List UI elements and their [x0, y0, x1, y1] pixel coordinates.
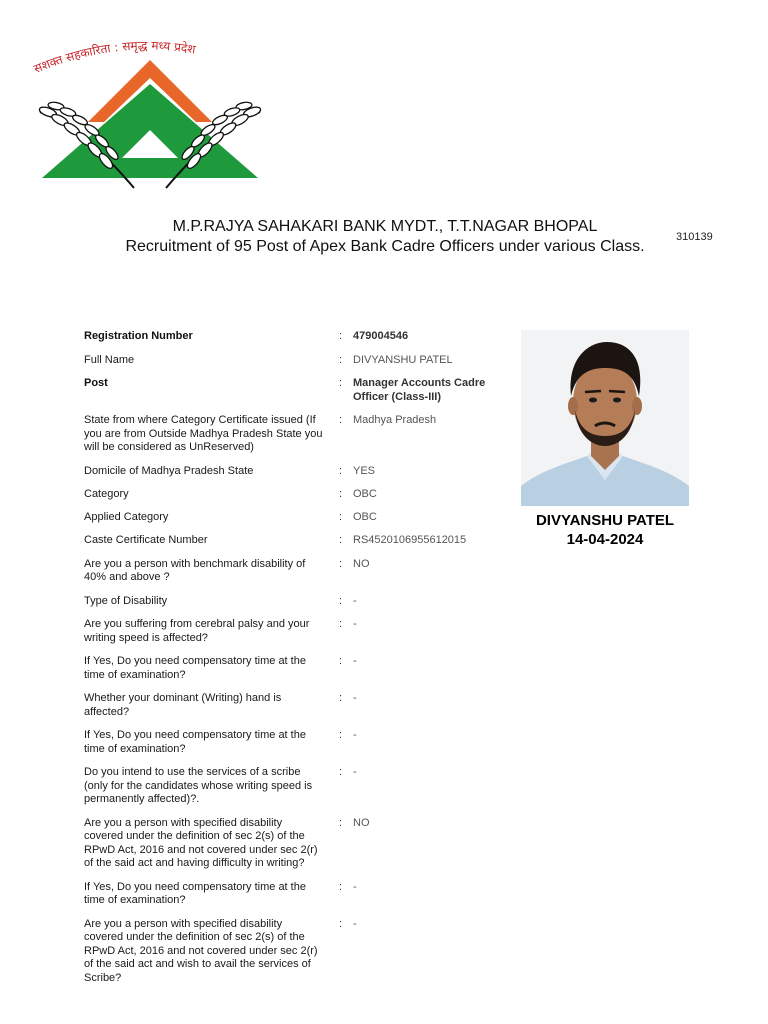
- field-label: Are you suffering from cerebral palsy and your writing speed is affected?: [84, 618, 310, 644]
- field-row: [84, 534, 504, 548]
- field-value: NO: [353, 557, 370, 570]
- field-separator: :: [339, 816, 343, 829]
- field-separator: :: [339, 464, 343, 477]
- field-label: State from where Category Certificate issued (If you are from Outside Madhya Pradesh State you will be considered as UnReserved): [84, 414, 323, 453]
- field-value: NO: [353, 816, 370, 829]
- application-details: [84, 330, 504, 985]
- field-row: [84, 817, 504, 871]
- photo-caption: [500, 511, 710, 549]
- field-row: [84, 488, 504, 502]
- field-row: [84, 414, 504, 455]
- emblem-motto: सशक्त सहकारिता : समृद्ध मध्य प्रदेश: [31, 40, 197, 76]
- field-value: -: [353, 655, 357, 667]
- field-separator: :: [339, 353, 343, 366]
- bank-name: M.P.RAJYA SAHAKARI BANK MYDT., T.T.NAGAR BHOPAL: [172, 218, 598, 235]
- field-row: [84, 881, 504, 908]
- candidate-portrait-icon: [521, 330, 689, 506]
- field-label: Do you intend to use the services of a scribe (only for the candidates whose writing speed is permanently affected)?.: [84, 766, 313, 805]
- field-label: Full Name: [84, 353, 135, 366]
- field-row: [84, 692, 504, 719]
- field-value: -: [353, 594, 357, 607]
- field-value: -: [353, 880, 357, 893]
- field-label: Applied Category: [84, 510, 169, 523]
- field-separator: :: [339, 594, 343, 607]
- candidate-photo: [521, 330, 689, 506]
- field-value: YES: [353, 464, 376, 477]
- field-row: [84, 354, 504, 368]
- field-label: Type of Disability: [84, 594, 168, 607]
- field-label: Post: [84, 377, 108, 389]
- field-value: -: [353, 618, 357, 630]
- field-separator: :: [339, 655, 343, 667]
- field-separator: :: [339, 510, 343, 523]
- field-row: [84, 618, 504, 645]
- field-label: Domicile of Madhya Pradesh State: [84, 464, 254, 477]
- field-row: [84, 918, 504, 986]
- field-value: 479004546: [353, 330, 409, 342]
- field-value: Manager Accounts Cadre Officer (Class-III): [353, 377, 486, 403]
- form-code: 310139: [676, 231, 713, 243]
- field-separator: :: [339, 729, 343, 741]
- field-value: -: [353, 729, 357, 741]
- field-separator: :: [339, 917, 343, 930]
- field-label: Caste Certificate Number: [84, 534, 208, 546]
- field-separator: :: [339, 414, 343, 426]
- field-label: If Yes, Do you need compensatory time at the time of examination?: [84, 880, 306, 906]
- field-label: Registration Number: [84, 330, 193, 342]
- photo-caption-name: DIVYANSHU PATEL: [535, 512, 675, 529]
- field-separator: :: [339, 618, 343, 630]
- field-separator: :: [339, 557, 343, 570]
- field-separator: :: [339, 692, 343, 704]
- field-value: DIVYANSHU PATEL: [353, 353, 453, 366]
- field-row: [84, 729, 504, 756]
- field-row: [84, 511, 504, 525]
- field-value: -: [353, 766, 357, 778]
- field-separator: :: [339, 880, 343, 893]
- field-label: If Yes, Do you need compensatory time at the time of examination?: [84, 655, 306, 681]
- field-separator: :: [339, 534, 343, 546]
- bank-emblem: [30, 40, 270, 190]
- field-label: If Yes, Do you need compensatory time at the time of examination?: [84, 729, 306, 755]
- field-row: [84, 766, 504, 807]
- field-value: -: [353, 917, 357, 930]
- recruitment-title: Recruitment of 95 Post of Apex Bank Cadre Officers under various Class.: [125, 238, 645, 255]
- field-label: Are you a person with benchmark disability of 40% and above ?: [84, 557, 306, 583]
- field-label: Category: [84, 488, 129, 500]
- field-separator: :: [339, 766, 343, 778]
- field-row: [84, 377, 504, 404]
- field-label: Are you a person with specified disability covered under the definition of sec 2(s) of the RPwD Act, 2016 and not covered under sec 2(r) of the said act and wish to avail the services of Scribe?: [84, 917, 318, 984]
- emblem-graphic: [30, 40, 270, 190]
- field-value: OBC: [353, 488, 377, 500]
- field-row: [84, 465, 504, 479]
- field-separator: :: [339, 330, 343, 342]
- field-value: Madhya Pradesh: [353, 414, 437, 426]
- field-value: RS4520106955612015: [353, 534, 467, 546]
- photo-caption-date: 14-04-2024: [566, 531, 644, 548]
- field-label: Are you a person with specified disability covered under the definition of sec 2(s) of the RPwD Act, 2016 and not covered under sec 2(r) of the said act and having difficulty in writing?: [84, 816, 318, 869]
- field-label: Whether your dominant (Writing) hand is affected?: [84, 692, 282, 718]
- field-separator: :: [339, 377, 343, 389]
- field-row: [84, 330, 504, 344]
- document-header: [80, 217, 690, 257]
- field-separator: :: [339, 488, 343, 500]
- field-row: [84, 558, 504, 585]
- field-row: [84, 595, 504, 609]
- field-row: [84, 655, 504, 682]
- field-value: -: [353, 692, 357, 704]
- field-value: OBC: [353, 510, 377, 523]
